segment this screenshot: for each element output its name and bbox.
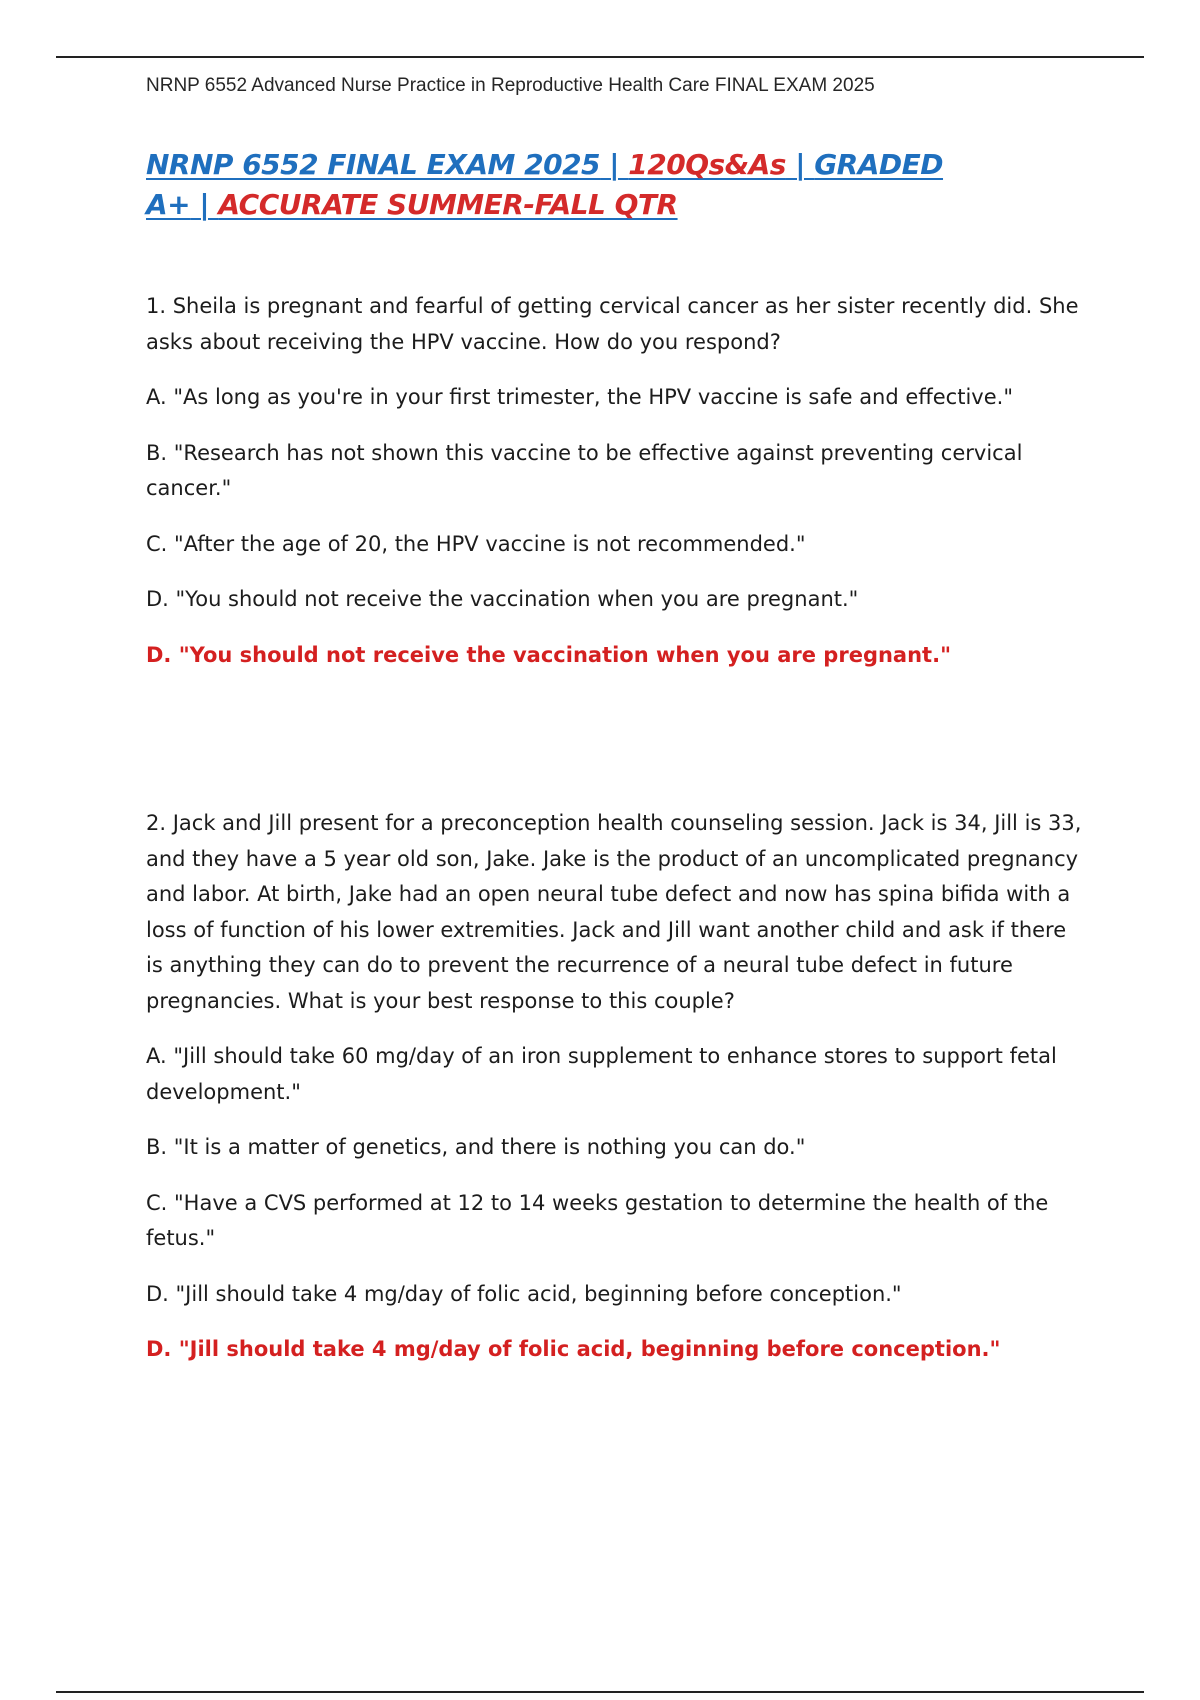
title-separator: | [190, 188, 219, 221]
title-line-2 [146, 185, 1046, 225]
title-separator: | [785, 148, 815, 181]
option-a: A. "Jill should take 60 mg/day of an iron supplement to enhance stores to support fetal development." [146, 1044, 1057, 1104]
option-d: D. "You should not receive the vaccination when you are pregnant." [146, 587, 859, 611]
title-term: ACCURATE SUMMER-FALL QTR [218, 188, 678, 221]
question-1 [146, 289, 1086, 693]
option-b: B. "Research has not shown this vaccine to be effective against preventing cervical cancer." [146, 440, 1023, 500]
title-line-1 [146, 145, 1046, 185]
footer-rule [56, 1691, 1144, 1693]
title-course: NRNP 6552 FINAL EXAM 2025 [146, 148, 601, 181]
correct-answer: D. "You should not receive the vaccination when you are pregnant." [146, 642, 952, 667]
option-d: D. "Jill should take 4 mg/day of folic acid, beginning before conception." [146, 1281, 902, 1306]
question-stem: 1. Sheila is pregnant and fearful of getting cervical cancer as her sister recently did. She asks about receiving the HPV vaccine. How do you respond? [146, 294, 1079, 354]
title-separator: | [600, 148, 629, 181]
title-grade: A+ [146, 188, 191, 221]
question-stem: 2. Jack and Jill present for a preconception health counseling session. Jack is 34, Jill is 33, and they have a 5 year old son, Jake. Jake is the product of an uncomplicated pregnancy and labor. At birth, Jake had an open neural tube defect and now has spina bifida with a loss of function of his lower extremities. Jack and Jill want another child and ask if there is anything they can do to prevent the recurrence of a neural tube defect in future pregnancies. What is your best response to this couple? [146, 811, 1082, 1013]
option-c: C. "Have a CVS performed at 12 to 14 weeks gestation to determine the health of the fetus." [146, 1190, 1049, 1250]
document-title [146, 145, 1046, 225]
title-question-count: 120Qs&As [628, 148, 786, 181]
running-header: NRNP 6552 Advanced Nurse Practice in Reproductive Health Care FINAL EXAM 2025 [146, 75, 875, 96]
option-c: C. "After the age of 20, the HPV vaccine is not recommended." [146, 531, 806, 556]
question-2 [146, 806, 1086, 1388]
title-graded: GRADED [814, 148, 944, 181]
header-rule [56, 56, 1144, 58]
option-b: B. "It is a matter of genetics, and there is nothing you can do." [146, 1135, 806, 1159]
option-a: A. "As long as you're in your first trimester, the HPV vaccine is safe and effective." [146, 385, 1013, 409]
correct-answer: D. "Jill should take 4 mg/day of folic acid, beginning before conception." [146, 1337, 1001, 1361]
